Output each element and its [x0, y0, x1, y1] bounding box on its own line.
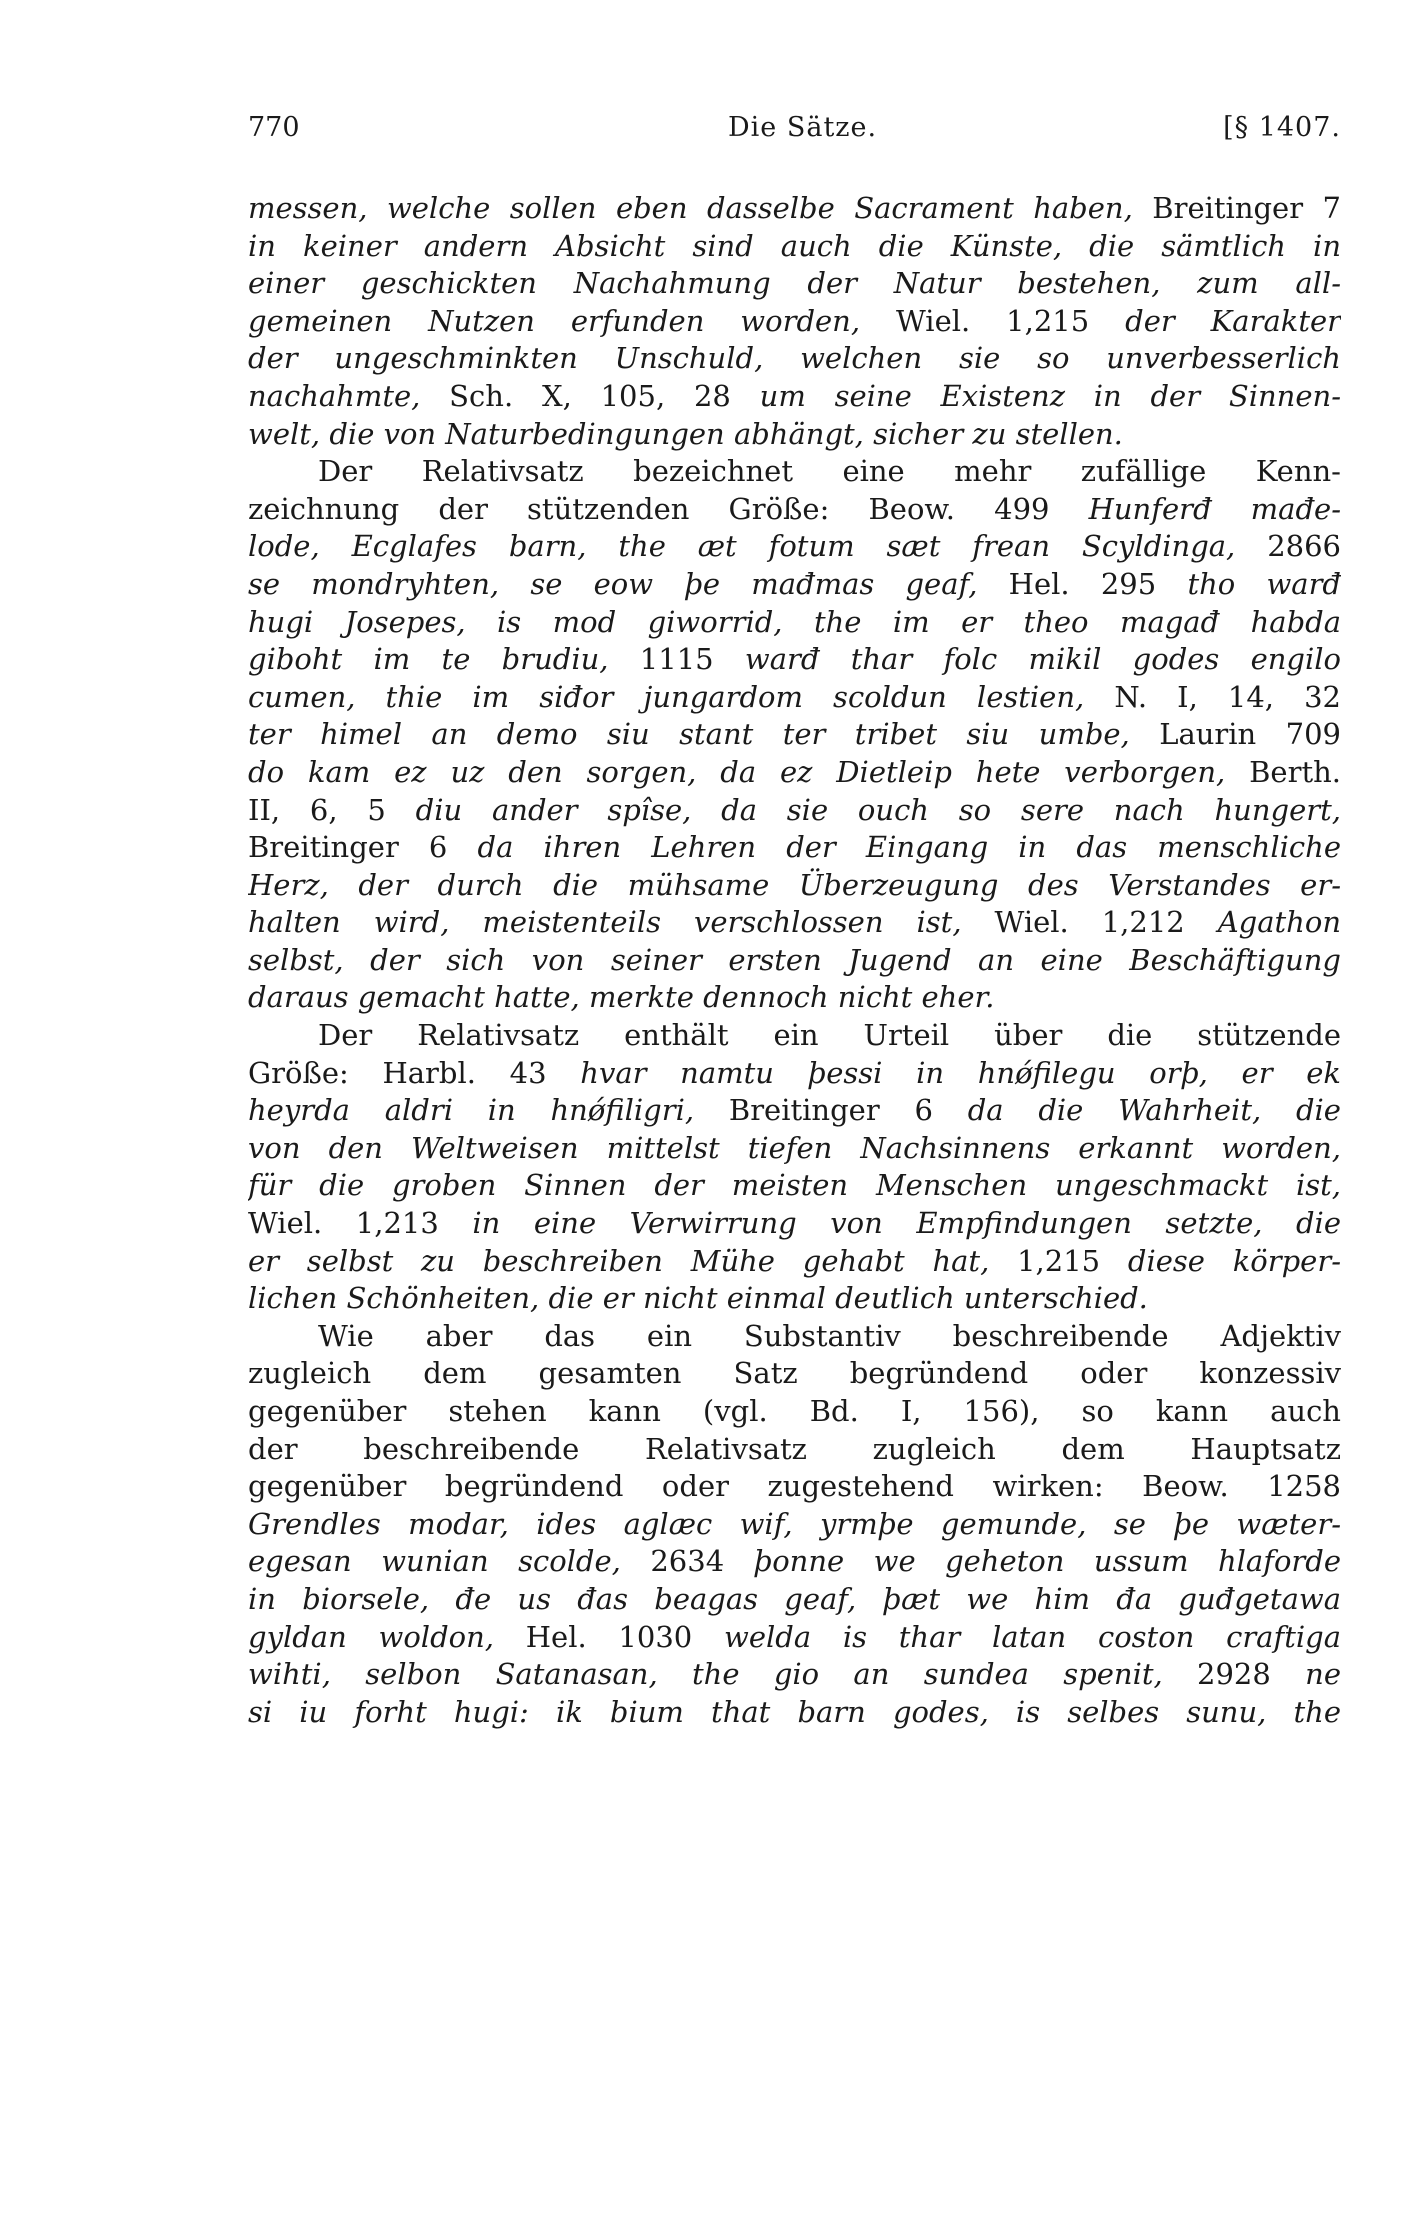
text-line	[248, 604, 1341, 642]
text-line	[248, 1318, 1341, 1356]
text-line	[248, 716, 1341, 754]
italic-quote-text: heyrda aldri in hnǿfiligri,	[248, 1093, 695, 1128]
roman-text: Wiel. 1,212	[961, 905, 1218, 940]
italic-quote-text: wihti, selbon Satanasan, the gio an sundea spenit,	[248, 1657, 1163, 1692]
text-line	[248, 1130, 1341, 1168]
text-line	[248, 528, 1341, 566]
text-line	[248, 904, 1341, 942]
roman-text: Wiel. 1,213	[248, 1206, 473, 1241]
roman-text: zeichnung der stützenden Größe: Beow. 499	[248, 491, 1089, 526]
text-line	[248, 754, 1341, 792]
page-number: 770	[248, 112, 300, 143]
roman-text: 2634	[620, 1544, 754, 1579]
text-line	[248, 228, 1341, 266]
italic-quote-text: giboht im te brudiu,	[248, 642, 609, 677]
italic-quote-text: der Karakter	[1125, 303, 1341, 338]
italic-quote-text: ne	[1305, 1657, 1341, 1692]
text-line	[248, 453, 1341, 491]
roman-text: 2928	[1162, 1657, 1306, 1692]
text-line	[248, 641, 1341, 679]
section-reference: [§ 1407.	[1223, 112, 1341, 143]
roman-text: Breitinger 6	[694, 1093, 968, 1128]
italic-quote-text: Grendles modar, ides aglæc wif, yrmþe gemunde, se þe wæter-	[248, 1506, 1341, 1541]
italic-quote-text: si iu forht hugi: ik bium that barn godes, is selbes sunu, the	[248, 1694, 1341, 1729]
roman-text: Wie aber das ein Substantiv beschreibende Adjektiv	[318, 1318, 1341, 1353]
italic-quote-text: nachahmte,	[248, 378, 421, 413]
page-header	[248, 108, 1341, 148]
italic-quote-text: Hunferđ mađe-	[1088, 491, 1341, 526]
roman-text: Wiel. 1,215	[860, 303, 1126, 338]
italic-quote-text: für die groben Sinnen der meisten Menschen ungeschmackt ist,	[248, 1168, 1341, 1203]
text-line	[248, 566, 1341, 604]
text-line	[248, 1581, 1341, 1619]
italic-quote-text: Agathon	[1217, 905, 1341, 940]
italic-quote-text: tho warđ	[1187, 566, 1341, 601]
text-line	[248, 1656, 1341, 1694]
text-line	[248, 792, 1341, 830]
text-line	[248, 1280, 1341, 1318]
roman-text: gegenüber stehen kann (vgl. Bd. I, 156), so kann auch	[248, 1394, 1341, 1428]
roman-text: 2866	[1235, 529, 1341, 564]
italic-quote-text: da ihren Lehren der Eingang in das menschliche	[477, 830, 1341, 865]
italic-quote-text: welt, die von Naturbedingungen abhängt, sicher zu stellen.	[248, 416, 1123, 451]
roman-text: Hel. 295	[977, 566, 1188, 601]
italic-quote-text: diu ander spîse, da sie ouch so sere nach hungert,	[415, 792, 1341, 827]
roman-text: gegenüber begründend oder zugestehend wirken: Beow. 1258	[248, 1469, 1341, 1504]
text-line	[248, 1543, 1341, 1581]
italic-quote-text: gemeinen Nutzen erfunden worden,	[248, 303, 861, 338]
roman-text: Der Relativsatz enthält ein Urteil über die stützende	[318, 1018, 1341, 1053]
text-line	[248, 190, 1341, 228]
text-line	[248, 1393, 1341, 1431]
roman-text: 1,215	[989, 1243, 1128, 1278]
italic-quote-text: in eine Verwirrung von Empfindungen setzte, die	[472, 1206, 1341, 1241]
italic-quote-text: einer geschickten Nachahmung der Natur bestehen, zum all-	[248, 266, 1341, 301]
italic-quote-text: er selbst zu beschreiben Mühe gehabt hat,	[248, 1243, 990, 1278]
text-line	[248, 979, 1341, 1017]
roman-text: 1115	[608, 642, 745, 677]
text-line	[248, 1355, 1341, 1393]
roman-text: N. I, 14, 32	[1084, 679, 1341, 714]
text-line	[248, 1506, 1341, 1544]
italic-quote-text: der ungeschminkten Unschuld, welchen sie so unverbesserlich	[248, 341, 1341, 376]
text-line	[248, 942, 1341, 980]
text-line	[248, 491, 1341, 529]
italic-quote-text: messen, welche sollen eben dasselbe Sacrament haben,	[248, 191, 1133, 225]
text-line	[248, 1092, 1341, 1130]
body-text	[248, 190, 1341, 1731]
text-line	[248, 340, 1341, 378]
italic-quote-text: egesan wunian scolde,	[248, 1544, 621, 1579]
italic-quote-text: selbst, der sich von seiner ersten Jugend an eine Beschäftigung	[248, 942, 1341, 977]
italic-quote-text: in keiner andern Absicht sind auch die Künste, die sämtlich in	[248, 228, 1341, 263]
italic-quote-text: lichen Schönheiten, die er nicht einmal deutlich unterschied.	[248, 1281, 1148, 1316]
text-line	[248, 1055, 1341, 1093]
text-line	[248, 303, 1341, 341]
text-line	[248, 1167, 1341, 1205]
text-line	[248, 1243, 1341, 1281]
italic-quote-text: halten wird, meistenteils verschlossen ist,	[248, 905, 962, 940]
text-line	[248, 1468, 1341, 1506]
running-title: Die Sätze.	[728, 112, 878, 143]
italic-quote-text: von den Weltweisen mittelst tiefen Nachsinnens erkannt worden,	[248, 1130, 1341, 1165]
italic-quote-text: welda is thar latan coston craftiga	[724, 1619, 1341, 1654]
italic-quote-text: warđ thar folc mikil godes engilo	[744, 642, 1341, 677]
italic-quote-text: ter himel an demo siu stant ter tribet siu umbe,	[248, 717, 1130, 752]
text-line	[248, 1619, 1341, 1657]
text-line	[248, 265, 1341, 303]
roman-text: zugleich dem gesamten Satz begründend oder konzessiv	[248, 1356, 1341, 1391]
text-line	[248, 1205, 1341, 1243]
text-line	[248, 416, 1341, 454]
text-line	[248, 1694, 1341, 1732]
italic-quote-text: þonne we geheton ussum hlaforde	[753, 1544, 1341, 1579]
italic-quote-text: hugi Josepes, is mod giworrid, the im er theo magađ habda	[248, 604, 1341, 639]
text-line	[248, 1431, 1341, 1469]
roman-text: Hel. 1030	[493, 1619, 724, 1654]
italic-quote-text: diese körper-	[1127, 1243, 1341, 1278]
text-line	[248, 1017, 1341, 1055]
italic-quote-text: da die Wahrheit, die	[967, 1093, 1341, 1128]
roman-text: Größe: Harbl. 43	[248, 1055, 581, 1090]
italic-quote-text: se mondryhten, se eow þe mađmas geaf,	[248, 566, 978, 601]
italic-quote-text: in biorsele, đe us đas beagas geaf, þæt we him đa guđgetawa	[248, 1581, 1341, 1616]
italic-quote-text: cumen, thie im siđor jungardom scoldun lestien,	[248, 679, 1085, 714]
italic-quote-text: Herz, der durch die mühsame Überzeugung des Verstandes er-	[248, 867, 1341, 902]
italic-quote-text: gyldan woldon,	[248, 1619, 494, 1654]
italic-quote-text: do kam ez uz den sorgen, da ez Dietleip hete verborgen,	[248, 754, 1226, 789]
italic-quote-text: hvar namtu þessi in hnǿfilegu orþ, er ek	[580, 1055, 1341, 1090]
roman-text: der beschreibende Relativsatz zugleich dem Hauptsatz	[248, 1431, 1341, 1466]
roman-text: Breitinger 7	[1132, 191, 1341, 225]
roman-text: Sch. X, 105, 28	[420, 378, 760, 413]
roman-text: Berth.	[1225, 754, 1341, 789]
text-line	[248, 829, 1341, 867]
roman-text: II, 6, 5	[248, 792, 416, 827]
italic-quote-text: um seine Existenz in der Sinnen-	[759, 378, 1341, 413]
text-line	[248, 679, 1341, 717]
text-line	[248, 867, 1341, 905]
roman-text: Laurin 709	[1129, 717, 1341, 752]
text-line	[248, 378, 1341, 416]
roman-text: Breitinger 6	[248, 830, 478, 865]
italic-quote-text: daraus gemacht hatte, merkte dennoch nicht eher.	[248, 980, 995, 1015]
italic-quote-text: lode, Ecglafes barn, the æt fotum sæt frean Scyldinga,	[248, 529, 1236, 564]
roman-text: Der Relativsatz bezeichnet eine mehr zufällige Kenn-	[318, 454, 1341, 489]
